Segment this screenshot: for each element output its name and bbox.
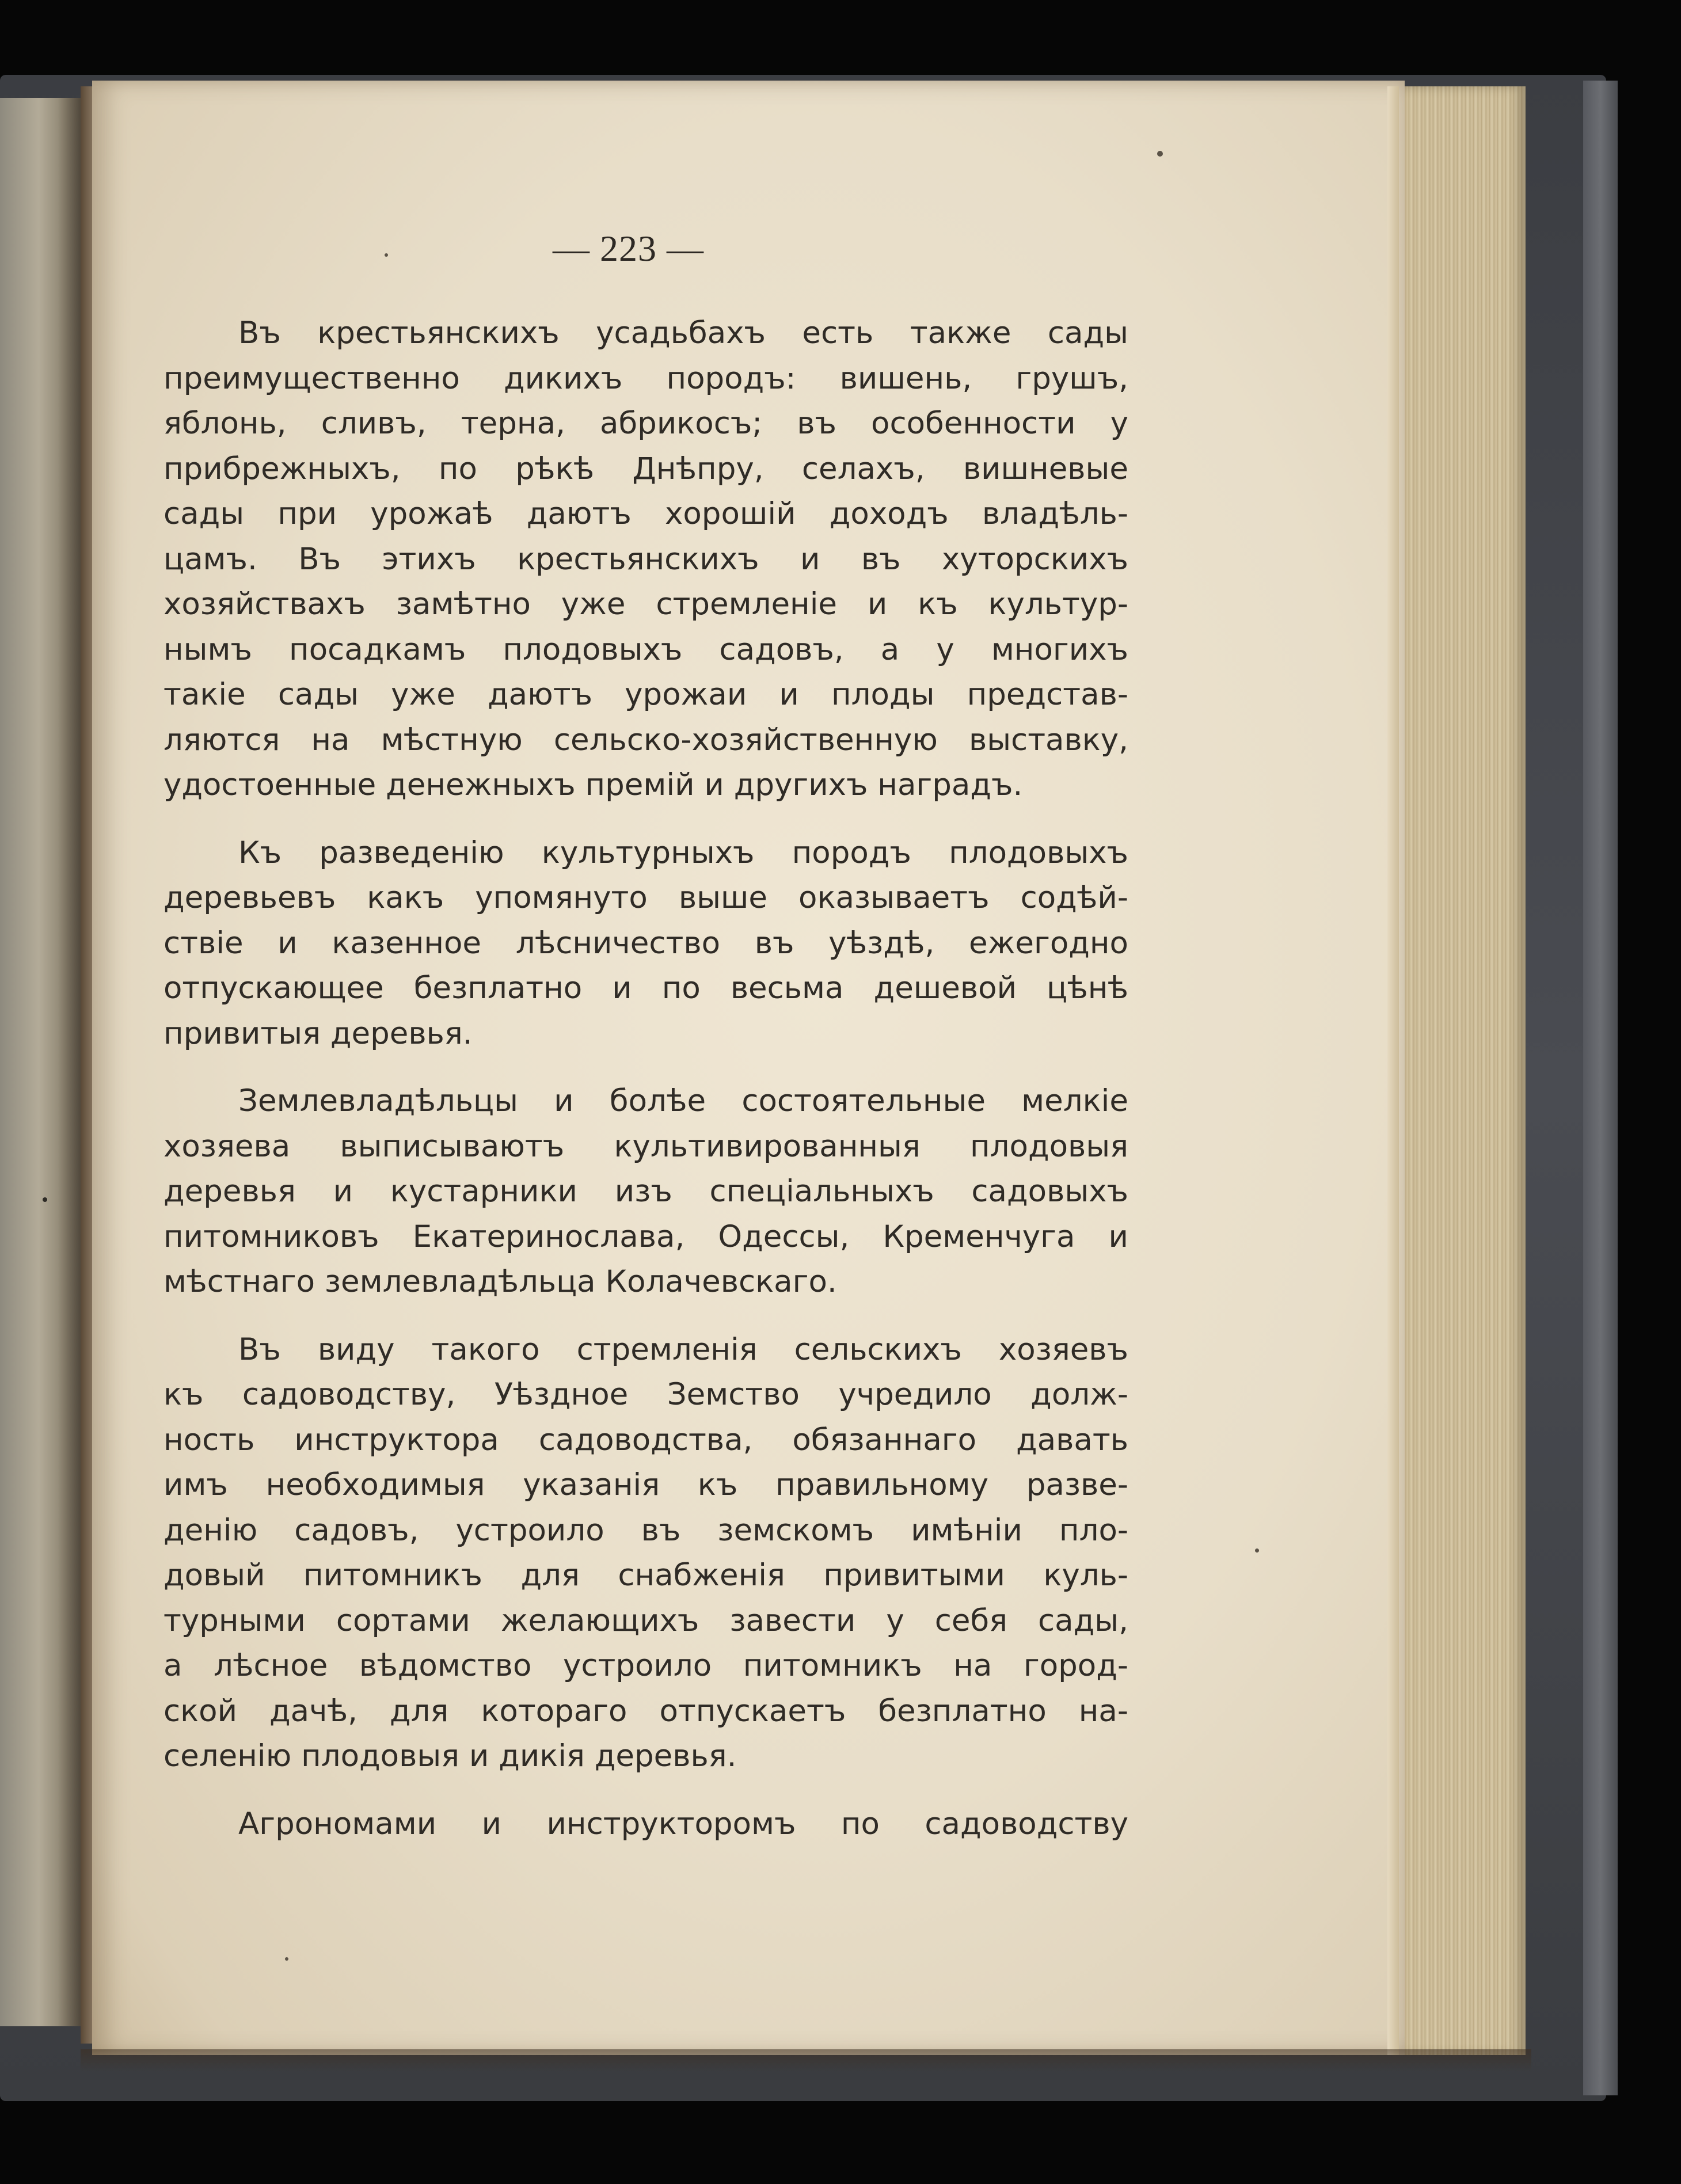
text-line: а лѣсное вѣдомство устроило питомникъ на город- — [163, 1648, 1128, 1683]
paragraph-gap — [163, 1056, 1128, 1079]
page-number: — 223 — — [553, 228, 704, 269]
paper-speck — [43, 1197, 47, 1202]
text-line: деревья и кустарники изъ спеціальныхъ садовыхъ — [163, 1174, 1128, 1209]
text-line: мѣстнаго землевладѣльца Колачевскаго. — [163, 1264, 837, 1299]
text-line: денію садовъ, устроило въ земскомъ имѣніи пло- — [163, 1512, 1128, 1548]
text-line: ствіе и казенное лѣсничество въ уѣздѣ, ежегодно — [163, 925, 1128, 961]
bottom-shadow — [81, 2049, 1531, 2072]
paragraph-2 — [163, 831, 1128, 1057]
text-line: яблонь, сливъ, терна, абрикосъ; въ особенности у — [163, 406, 1128, 441]
text-line: сады при урожаѣ даютъ хорошій доходъ владѣль- — [163, 496, 1128, 531]
text-line: Агрономами и инструкторомъ по садоводству — [238, 1806, 1128, 1841]
text-line: отпускающее безплатно и по весьма дешевой цѣнѣ — [163, 971, 1128, 1006]
page-block-edges — [1393, 86, 1526, 2055]
paragraph-4 — [163, 1327, 1128, 1779]
text-line: ность инструктора садоводства, обязаннаго давать — [163, 1422, 1128, 1458]
text-line: турными сортами желающихъ завести у себя сады, — [163, 1603, 1128, 1638]
text-line: хозяева выписываютъ культивированныя плодовыя — [163, 1128, 1128, 1164]
text-line: ляются на мѣстную сельско-хозяйственную выставку, — [163, 722, 1128, 758]
text-line: хозяйствахъ замѣтно уже стремленіе и къ культур- — [163, 587, 1128, 622]
text-line: Въ виду такого стремленія сельскихъ хозяевъ — [238, 1331, 1128, 1367]
paragraph-gap — [163, 808, 1128, 831]
paper-speck — [1157, 151, 1163, 157]
text-line: Въ крестьянскихъ усадьбахъ есть также сады — [238, 315, 1128, 351]
paper-speck — [285, 1957, 288, 1961]
cover-edge — [1583, 81, 1618, 2095]
text-line: Къ разведенію культурныхъ породъ плодовыхъ — [238, 835, 1128, 870]
text-line: довый питомникъ для снабженія привитыми куль- — [163, 1558, 1128, 1593]
text-line: преимущественно дикихъ породъ: вишень, грушъ, — [163, 360, 1128, 396]
paragraph-3 — [163, 1079, 1128, 1305]
text-line: къ садоводству, Уѣздное Земство учредило долж- — [163, 1377, 1128, 1412]
text-line: удостоенные денежныхъ премій и другихъ наградъ. — [163, 767, 1023, 802]
paper-speck — [1255, 1548, 1259, 1553]
text-line: привитыя деревья. — [163, 1015, 473, 1051]
text-line: такіе сады уже даютъ урожаи и плоды представ- — [163, 677, 1128, 712]
paragraph-gap — [163, 1779, 1128, 1802]
page-text — [163, 311, 1128, 1847]
page-edge-highlight — [1387, 86, 1399, 2055]
text-line: цамъ. Въ этихъ крестьянскихъ и въ хуторскихъ — [163, 541, 1128, 577]
text-line: питомниковъ Екатеринослава, Одессы, Кременчуга и — [163, 1219, 1128, 1254]
paragraph-1 — [163, 311, 1128, 808]
text-line: Землевладѣльцы и болѣе состоятельные мелкіе — [238, 1083, 1128, 1118]
text-line: нымъ посадкамъ плодовыхъ садовъ, а у многихъ — [163, 631, 1128, 667]
text-line: деревьевъ какъ упомянуто выше оказываетъ содѣй- — [163, 880, 1128, 915]
text-line: имъ необходимыя указанія къ правильному разве- — [163, 1467, 1128, 1502]
paragraph-5 — [163, 1802, 1128, 1847]
paper-speck — [385, 253, 388, 257]
text-line: ской дачѣ, для котораго отпускаетъ безплатно на- — [163, 1693, 1128, 1729]
text-line: селенію плодовыя и дикія деревья. — [163, 1738, 737, 1774]
paragraph-gap — [163, 1305, 1128, 1327]
text-line: прибрежныхъ, по рѣкѣ Днѣпру, селахъ, вишневые — [163, 451, 1128, 486]
